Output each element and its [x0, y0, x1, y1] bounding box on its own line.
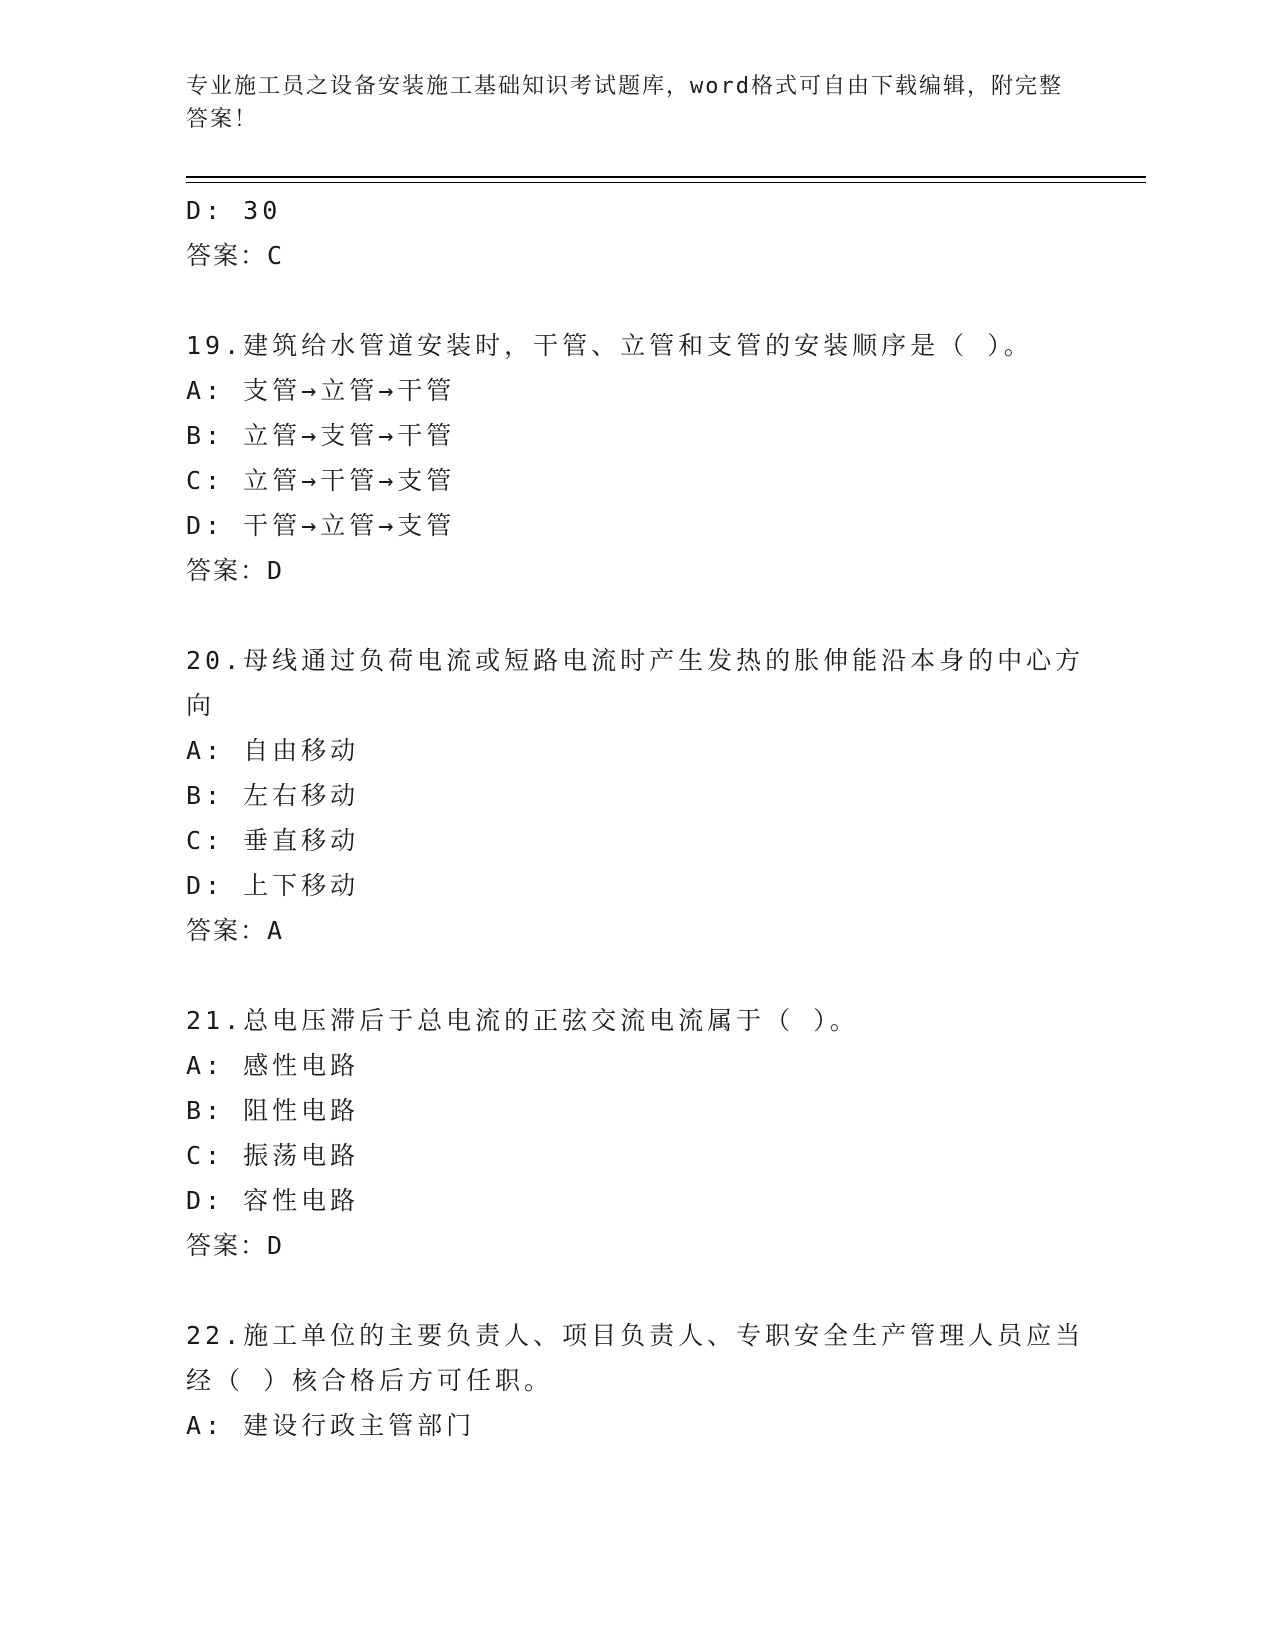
option-b: B: 阻性电路 — [186, 1096, 360, 1125]
question-19 — [186, 323, 1086, 593]
question-stem: 19.建筑给水管道安装时，干管、立管和支管的安装顺序是（ ）。 — [186, 331, 1033, 360]
header-text: 专业施工员之设备安装施工基础知识考试题库，word格式可自由下载编辑，附完整答案！ — [186, 74, 1063, 132]
option-c: C: 立管→干管→支管 — [186, 466, 456, 495]
question-20 — [186, 638, 1086, 953]
option-b: B: 立管→支管→干管 — [186, 421, 456, 450]
question-stem: 22.施工单位的主要负责人、项目负责人、专职安全生产管理人员应当 — [186, 1321, 1085, 1350]
option-a: A: 自由移动 — [186, 736, 360, 765]
answer: 答案：D — [186, 1231, 285, 1260]
question-stem-continued: 经（ ）核合格后方可任职。 — [186, 1366, 554, 1395]
option-d: D: 干管→立管→支管 — [186, 511, 456, 540]
document-header — [186, 70, 1066, 136]
header-divider-thin — [186, 182, 1146, 183]
spacer — [186, 953, 1086, 998]
spacer — [186, 1268, 1086, 1313]
option-d: D: 上下移动 — [186, 871, 360, 900]
question-stem: 21.总电压滞后于总电流的正弦交流电流属于（ ）。 — [186, 1006, 859, 1035]
prev-answer: 答案：C — [186, 241, 285, 270]
option-a: A: 支管→立管→干管 — [186, 376, 456, 405]
option-a: A: 建设行政主管部门 — [186, 1411, 476, 1440]
option-a: A: 感性电路 — [186, 1051, 360, 1080]
answer: 答案：A — [186, 916, 285, 945]
question-stem-continued: 向 — [186, 691, 216, 720]
option-c: C: 垂直移动 — [186, 826, 360, 855]
header-divider-thick — [186, 176, 1146, 178]
prev-option-d: D: 30 — [186, 196, 282, 225]
option-b: B: 左右移动 — [186, 781, 360, 810]
option-d: D: 容性电路 — [186, 1186, 360, 1215]
question-22 — [186, 1313, 1086, 1448]
answer: 答案：D — [186, 556, 285, 585]
spacer — [186, 593, 1086, 638]
question-21 — [186, 998, 1086, 1268]
spacer — [186, 278, 1086, 323]
question-content — [186, 188, 1086, 1448]
option-c: C: 振荡电路 — [186, 1141, 360, 1170]
question-stem: 20.母线通过负荷电流或短路电流时产生发热的胀伸能沿本身的中心方 — [186, 646, 1085, 675]
